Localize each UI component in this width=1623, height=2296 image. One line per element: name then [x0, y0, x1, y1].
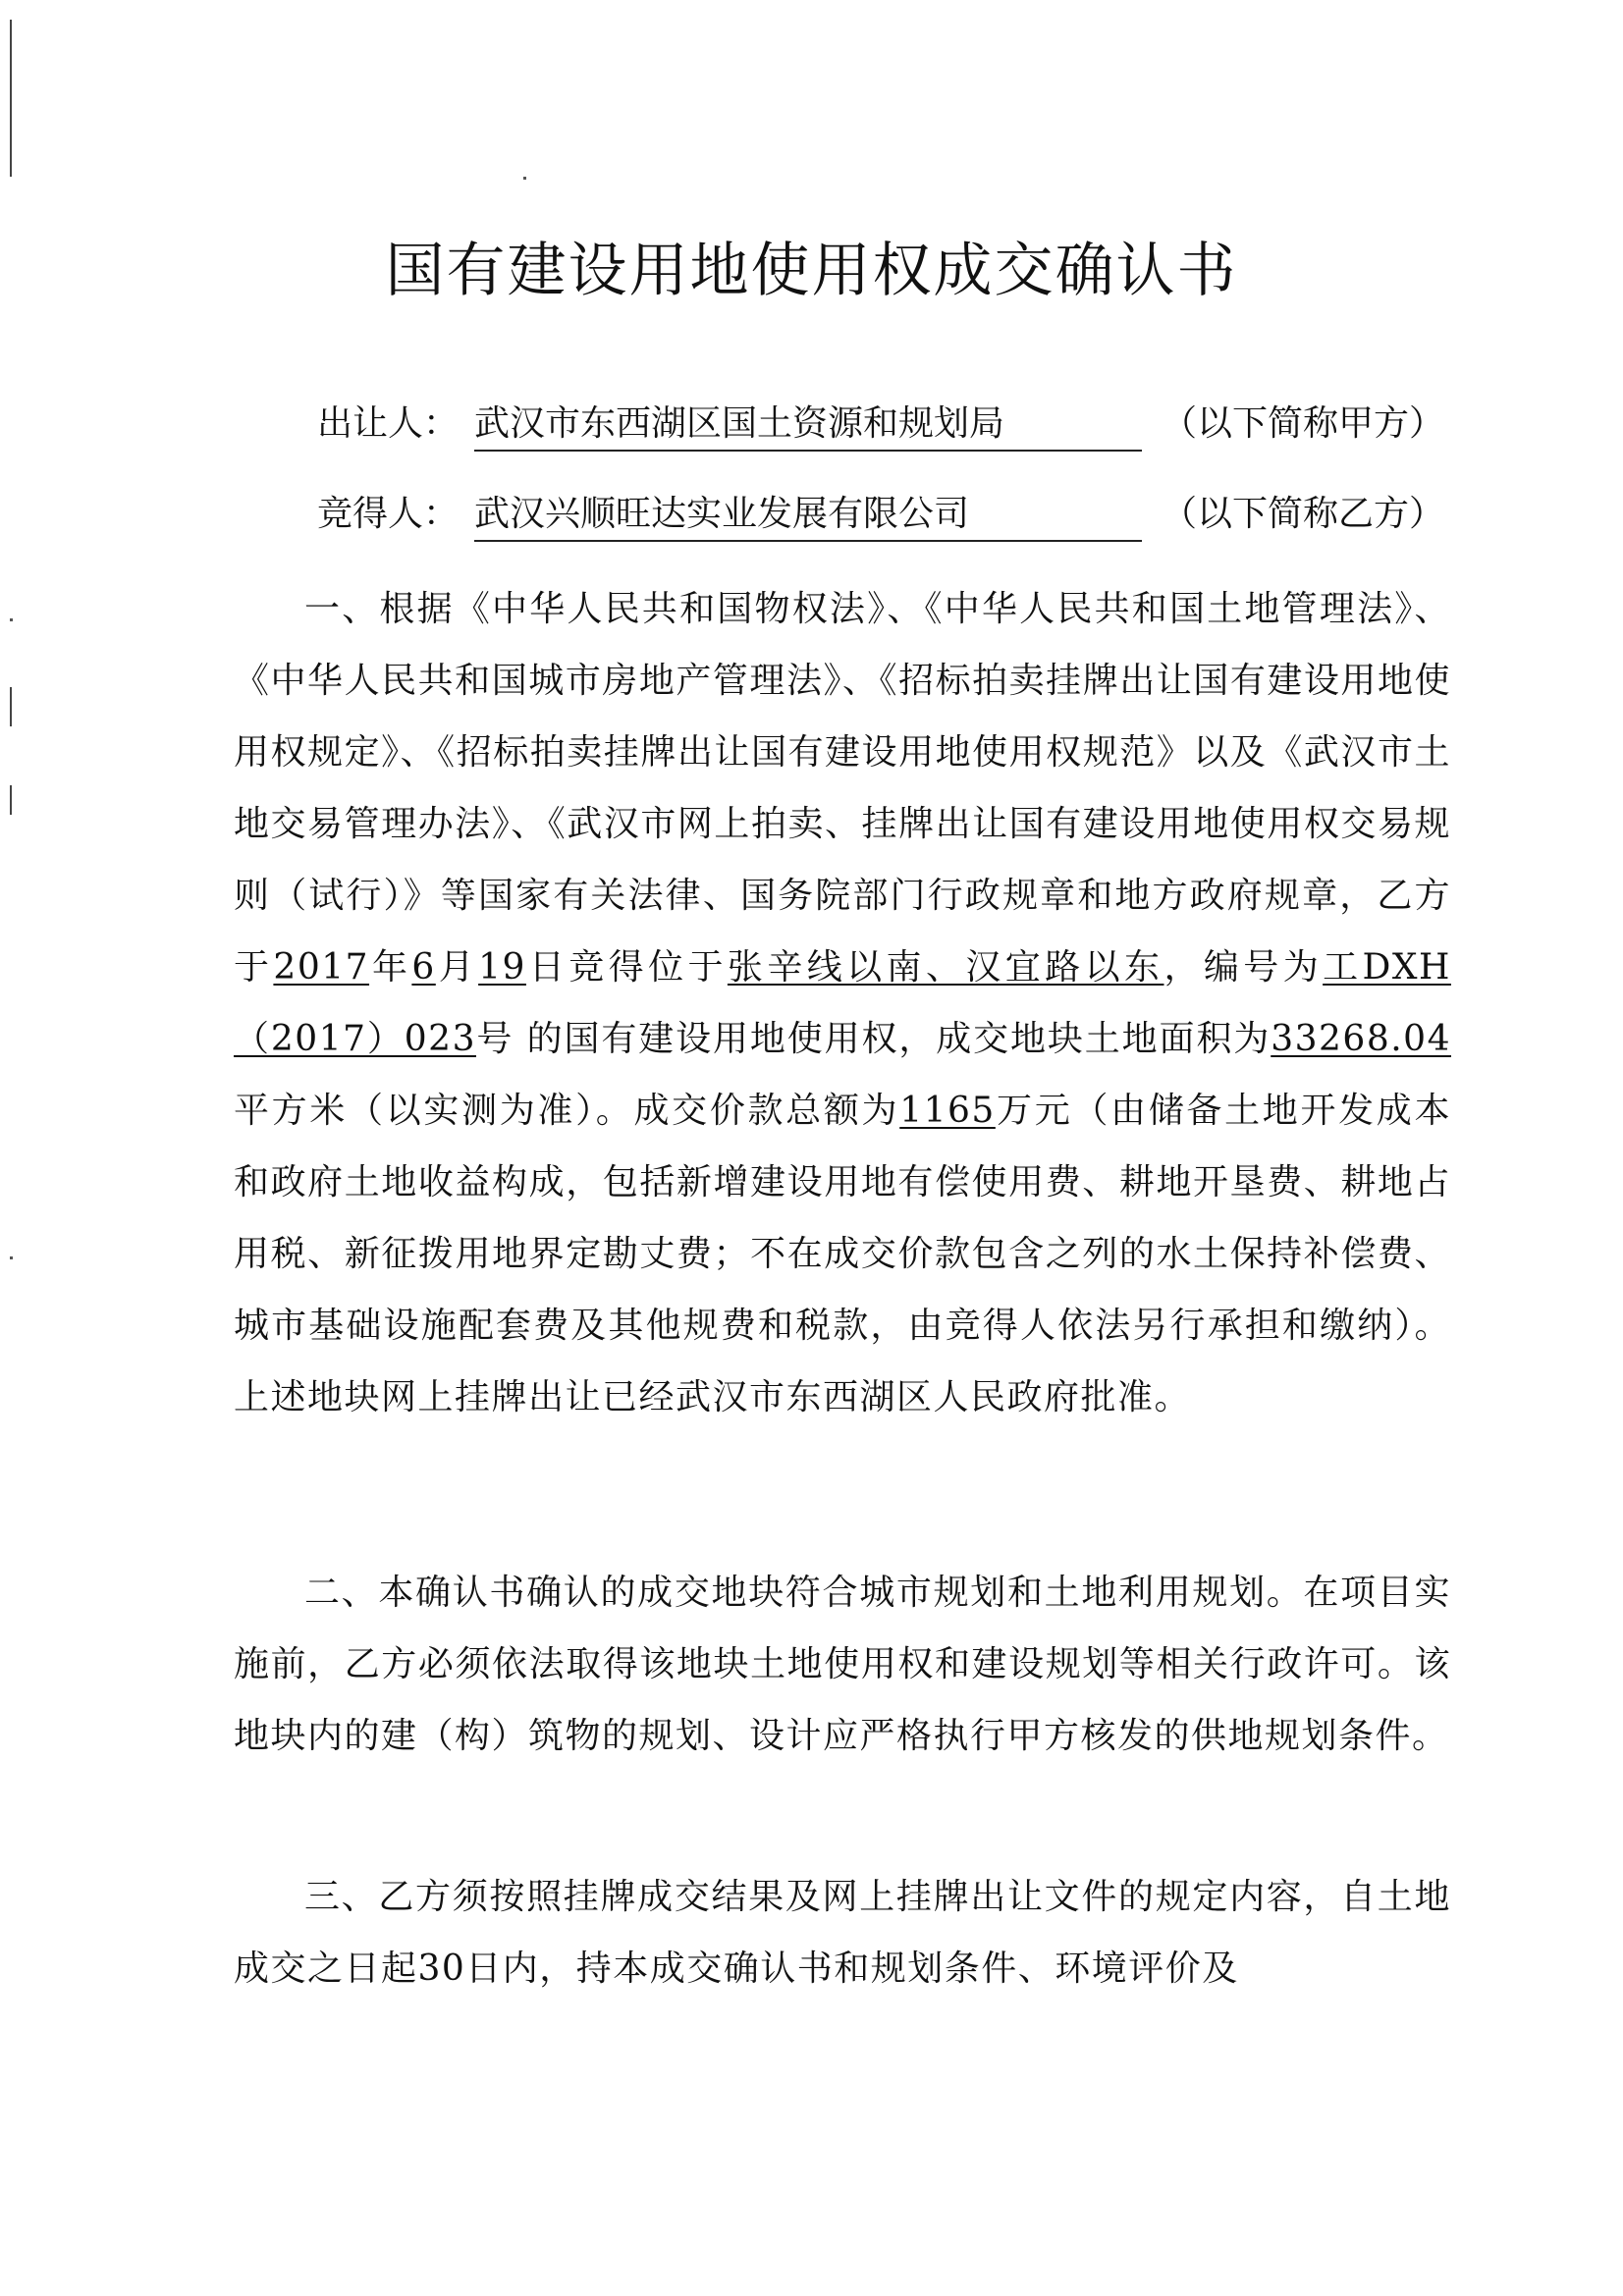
transaction-price: 1165 [899, 1091, 996, 1131]
para1-text: 年 [369, 947, 412, 988]
parcel-location: 张辛线以南、汉宜路以东 [727, 947, 1164, 988]
grantor-note: （以下简称甲方） [1162, 403, 1445, 444]
para1-text: 一、根据《中华人民共和国物权法》、《中华人民共和国土地管理法》、《中华人民共和国城市房地产管理法》、《招标拍卖挂牌出让国有建设用地使用权规定》、《招标拍卖挂牌出让国有建设用地使用权规范》以及《武汉市土地交易管理办法》、《武汉市网上拍卖、挂牌出让国有建设用地使用权交易规则（试行）》等国家有关法律、国务院部门行政规章和地方政府规章，乙方于 [234, 589, 1451, 988]
grantor-line [317, 400, 1445, 448]
grantee-value: 武汉兴顺旺达实业发展有限公司 [474, 491, 1142, 542]
award-day: 19 [478, 947, 526, 988]
para1-text: 日竞得位于 [525, 947, 728, 988]
body-paragraph-2: 二、本确认书确认的成交地块符合城市规划和土地利用规划。在项目实施前，乙方必须依法取得该地块土地使用权和建设规划等相关行政许可。该地块内的建（构）筑物的规划、设计应严格执行甲方核发的供地规划条件。 [234, 1573, 1451, 1756]
grantee-note: （以下简称乙方） [1162, 494, 1445, 534]
parcel-area: 33268.04 [1271, 1019, 1451, 1059]
award-month: 6 [411, 947, 436, 988]
scan-edge-mark [10, 687, 12, 726]
para1-text: 万元（由储备土地开发成本和政府土地收益构成，包括新增建设用地有偿使用费、耕地开垦费、耕地占用税、新征拨用地界定勘丈费；不在成交价款包含之列的水土保持补偿费、城市基础设施配套费及其他规费和税款，由竞得人依法另行承担和缴纳）。上述地块网上挂牌出让已经武汉市东西湖区人民政府批准。 [234, 1091, 1451, 1417]
parcel-code: 工DXH（2017）023 [234, 947, 1451, 1059]
body-paragraph-3-container [234, 1861, 1451, 2004]
grantee-label: 竞得人： [317, 494, 460, 534]
body-paragraph-1-container [234, 573, 1451, 1433]
para1-text: ，编号为 [1163, 947, 1324, 988]
para1-text: 月 [435, 947, 479, 988]
scan-edge-mark [10, 785, 12, 815]
para1-text: 平方米（以实测为准）。成交价款总额为 [234, 1091, 900, 1131]
scan-dot [10, 1256, 13, 1259]
document-title: 国有建设用地使用权成交确认书 [385, 237, 1238, 305]
scan-dot [523, 177, 526, 180]
para1-text: 号 的国有建设用地使用权，成交地块土地面积为 [475, 1019, 1271, 1059]
scan-dot [10, 618, 13, 621]
grantee-line [317, 491, 1445, 538]
body-paragraph-1 [234, 573, 1451, 1433]
grantor-label: 出让人： [317, 403, 460, 444]
grantor-value: 武汉市东西湖区国土资源和规划局 [474, 400, 1142, 452]
body-paragraph-3: 三、乙方须按照挂牌成交结果及网上挂牌出让文件的规定内容，自土地成交之日起30日内，持本成交确认书和规划条件、环境评价及 [234, 1877, 1451, 1989]
award-year: 2017 [273, 947, 370, 988]
scan-edge-mark [10, 20, 12, 177]
body-paragraph-2-container [234, 1557, 1451, 1772]
